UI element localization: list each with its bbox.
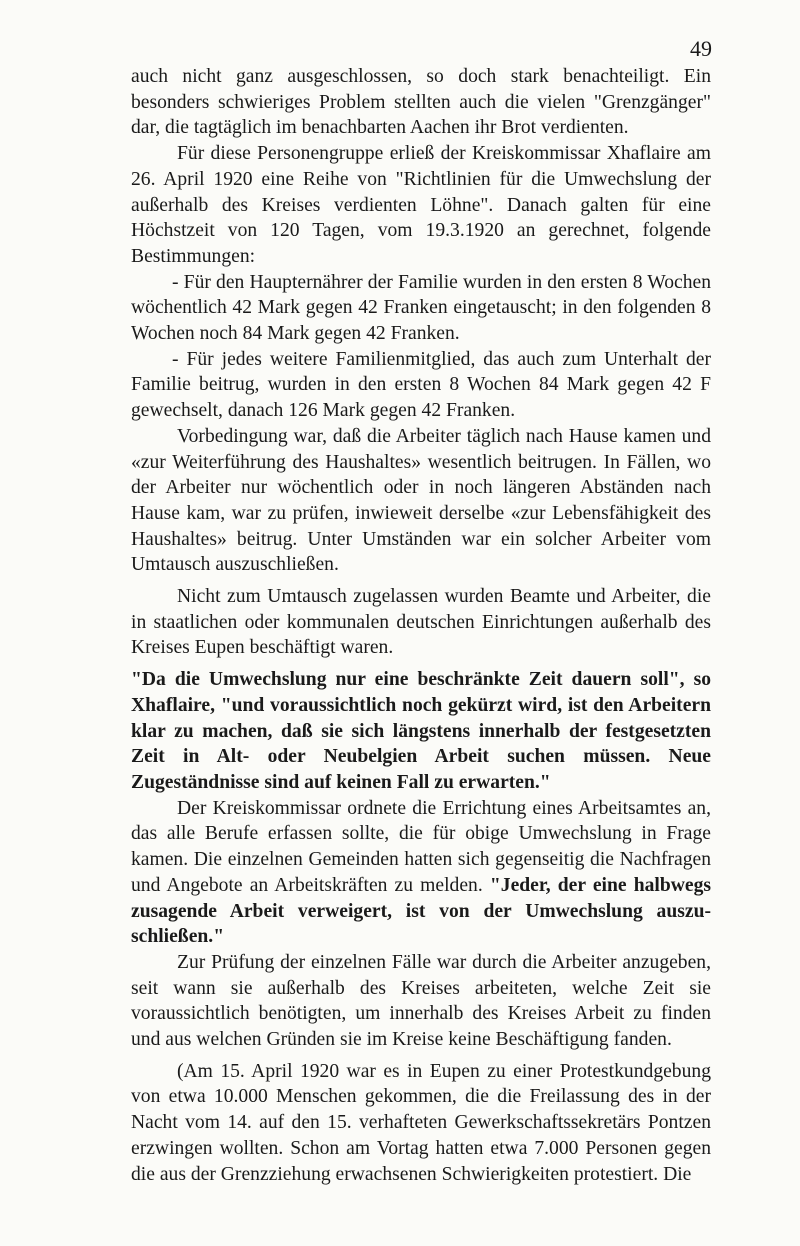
- bold-quote-paragraph: "Da die Umwechslung nur eine beschränkte Zeit dauern soll", so Xhaflaire, "und voraussichtlich noch gekürzt wird, ist den Arbeitern klar zu machen, daß sie sich längstens innerhalb der festgesetzten Zeit in Alt- oder Neubelgien Arbeit suchen müssen. Neue Zugeständnisse sind auf keinen Fall zu erwarten.": [131, 669, 711, 793]
- paragraph-5-text: Der Kreiskommissar ordnete die Errichtung eines Arbeitsamtes an, das alle Berufe erfassen sollte, die für obige Umwechslung in Frage kamen. Die einzelnen Gemeinden hatten sich gegenseitig die Nachfragen und Angebote an Arbeitskräften zu melden.: [131, 797, 711, 896]
- paragraph-2: Für diese Personengruppe erließ der Kreiskommissar Xhaflaire am 26. April 1920 eine Reihe von "Richtlinien für die Umwechslung der außerhalb des Kreises verdienten Löhne". Danach galten für eine Höchstzeit von 120 Tagen, vom 19.3.1920 an gerechnet, folgende Bestimmungen:: [131, 143, 711, 267]
- paragraph-5: [131, 796, 711, 950]
- paragraph-5-bold-quote: "Jeder, der eine halbwegs zusagende Arbeit verweigert, ist von der Umwechslung auszu-schließen.": [131, 874, 712, 948]
- paragraph-4: Nicht zum Umtausch zugelassen wurden Beamte und Arbeiter, die in staatlichen oder kommunalen deutschen Einrichtungen außerhalb des Kreises Eupen beschäftigt waren.: [131, 586, 711, 659]
- paragraph-1: auch nicht ganz ausgeschlossen, so doch stark benachteiligt. Ein besonders schwieriges Problem stellten auch die vielen "Grenzgänger" dar, die tagtäglich im benachbarten Aachen ihr Brot verdienten.: [131, 66, 711, 139]
- paragraph-7: (Am 15. April 1920 war es in Eupen zu einer Protestkundgebung von etwa 10.000 Menschen gekommen, die die Freilassung des in der Nacht vom 14. auf den 15. verhafteten Gewerkschaftssekretärs Pontzen erzwingen wollten. Schon am Vortag hatten etwa 7.000 Personen gegen die aus der Grenzziehung erwachsenen Schwierigkeiten protestiert. Die: [131, 1060, 711, 1185]
- list-item-1: - Für den Haupternährer der Familie wurden in den ersten 8 Wochen wöchentlich 42 Mark gegen 42 Franken eingetauscht; in den folgenden 8 Wochen noch 84 Mark gegen 42 Franken.: [131, 271, 711, 345]
- page-number: 49: [690, 36, 712, 61]
- paragraph-6: Zur Prüfung der einzelnen Fälle war durch die Arbeiter anzugeben, seit wann sie außerhalb des Kreises arbeiteten, welche Zeit sie voraussichtlich benötigten, um innerhalb des Kreises Arbeit zu finden und aus welchen Gründen sie im Kreise keine Beschäftigung fanden.: [131, 951, 711, 1051]
- paragraph-3: Vorbedingung war, daß die Arbeiter täglich nach Hause kamen und «zur Weiterführung des Haushaltes» wesentlich beitrugen. In Fällen, wo der Arbeiter nur wöchentlich oder in noch längeren Abständen nach Hause kam, war zu prüfen, inwieweit derselbe «zur Lebensfähigkeit des Haushaltes» beitrug. Unter Umständen war ein solcher Arbeiter vom Umtausch auszuschließen.: [131, 425, 711, 576]
- list-item-2: - Für jedes weitere Familienmitglied, das auch zum Unterhalt der Familie beitrug, wurden in den ersten 8 Wochen 84 Mark gegen 42 F gewechselt, danach 126 Mark gegen 42 Franken.: [131, 348, 711, 422]
- body-text: [131, 64, 711, 1187]
